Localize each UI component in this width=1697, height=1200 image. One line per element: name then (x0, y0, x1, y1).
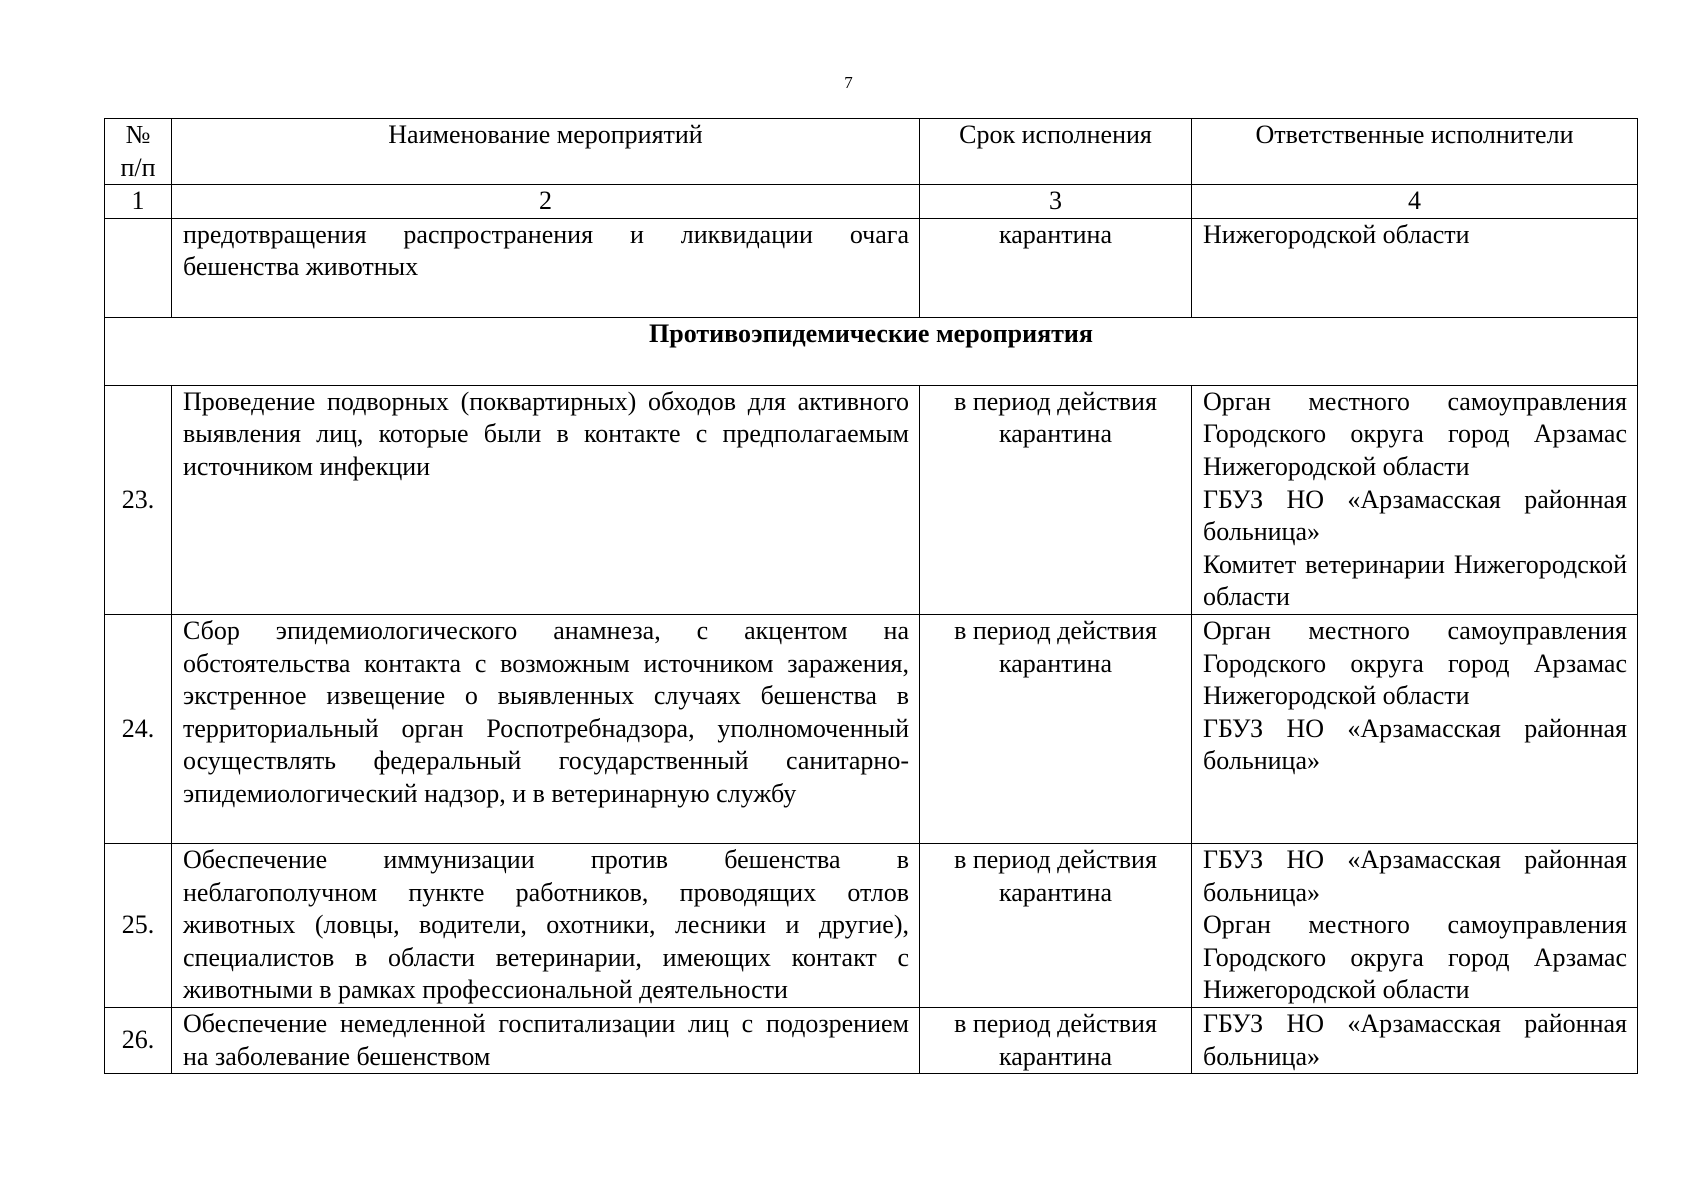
column-number: 3 (920, 185, 1192, 219)
column-number-row (105, 185, 1638, 219)
measure-term: в период действия карантина (920, 385, 1192, 614)
header-name: Наименование мероприятий (172, 119, 920, 185)
continuation-responsible: Нижегородской области (1192, 218, 1638, 317)
responsible-entry: Орган местного самоуправления Городского округа город Арзамас Нижегородской области (1203, 615, 1627, 711)
responsible-entry: ГБУЗ НО «Арзамасская районная больница» (1203, 1008, 1627, 1071)
column-number: 1 (105, 185, 172, 219)
table-row (105, 614, 1638, 843)
responsible-entry: Орган местного самоуправления Городского округа город Арзамас Нижегородской области (1203, 386, 1627, 481)
responsible-entry: Комитет ветеринарии Нижегородской области (1203, 549, 1627, 612)
measures-table (104, 118, 1638, 1074)
responsible-entry: Орган местного самоуправления Городского округа город Арзамас Нижегородской области (1203, 910, 1627, 1005)
table-row (105, 843, 1638, 1007)
continuation-row (105, 218, 1638, 317)
column-number: 4 (1192, 185, 1638, 219)
responsible-entry: ГБУЗ НО «Арзамасская районная больница» (1203, 484, 1627, 547)
table-row (105, 385, 1638, 614)
continuation-name: предотвращения распространения и ликвидации очага бешенства животных (172, 218, 920, 317)
row-number: 25. (105, 843, 172, 1007)
measure-responsible (1192, 385, 1638, 614)
header-num: № п/п (105, 119, 172, 185)
measure-name: Сбор эпидемиологического анамнеза, с акцентом на обстоятельства контакта с возможным источником заражения, экстренное извещение о выявленных случаях бешенства в территориальный орган Роспотребнадзора, уполномоченный осуществлять федеральный государственный санитарно-эпидемиологический надзор, и в ветеринарную службу (172, 614, 920, 843)
table-header-row (105, 119, 1638, 185)
header-term: Срок исполнения (920, 119, 1192, 185)
measure-responsible (1192, 843, 1638, 1007)
measure-name: Обеспечение немедленной госпитализации лиц с подозрением на заболевание бешенством (172, 1007, 920, 1073)
measure-responsible (1192, 614, 1638, 843)
page-number: 7 (844, 73, 853, 92)
measure-term: в период действия карантина (920, 614, 1192, 843)
measure-name: Обеспечение иммунизации против бешенства в неблагополучном пункте работников, проводящих отлов животных (ловцы, водители, охотники, лесники и другие), специалистов в области ветеринарии, имеющих контакт с животными в рамках профессиональной деятельности (172, 843, 920, 1007)
table-row (105, 1007, 1638, 1073)
measure-term: в период действия карантина (920, 843, 1192, 1007)
section-title: Противоэпидемические мероприятия (105, 317, 1638, 385)
row-number: 24. (105, 614, 172, 843)
measure-name: Проведение подворных (поквартирных) обходов для активного выявления лиц, которые были в контакте с предполагаемым источником инфекции (172, 385, 920, 614)
responsible-entry: ГБУЗ НО «Арзамасская районная больница» (1203, 844, 1627, 907)
section-row (105, 317, 1638, 385)
continuation-num (105, 218, 172, 317)
column-number: 2 (172, 185, 920, 219)
measure-responsible (1192, 1007, 1638, 1073)
row-number: 26. (105, 1007, 172, 1073)
header-responsible: Ответственные исполнители (1192, 119, 1638, 185)
measure-term: в период действия карантина (920, 1007, 1192, 1073)
responsible-entry: ГБУЗ НО «Арзамасская районная больница» (1203, 713, 1627, 776)
row-number: 23. (105, 385, 172, 614)
continuation-term: карантина (920, 218, 1192, 317)
